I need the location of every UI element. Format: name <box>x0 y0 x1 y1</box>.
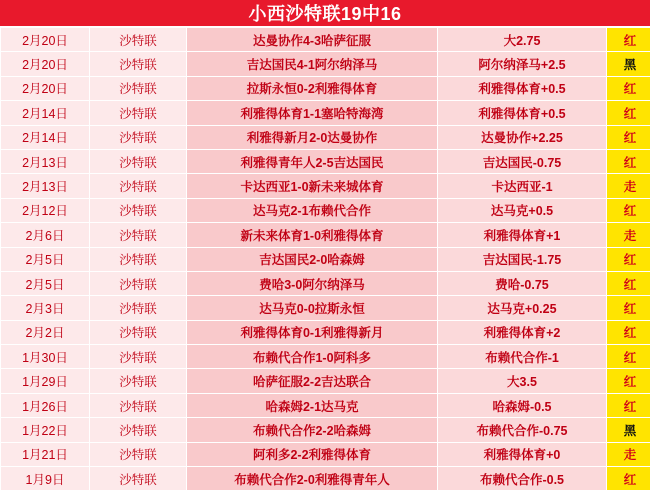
match-table-body <box>1 28 650 491</box>
league-name: 沙特联 <box>90 345 187 369</box>
league-name: 沙特联 <box>90 223 187 247</box>
match-fixture: 布赖代合作2-0利雅得青年人 <box>187 467 438 491</box>
match-fixture: 费哈3-0阿尔纳泽马 <box>187 271 438 295</box>
match-date: 2月12日 <box>1 198 90 222</box>
handicap-line: 哈森姆-0.5 <box>438 393 607 417</box>
match-date: 2月14日 <box>1 101 90 125</box>
league-name: 沙特联 <box>90 247 187 271</box>
league-name: 沙特联 <box>90 418 187 442</box>
handicap-line: 费哈-0.75 <box>438 271 607 295</box>
match-fixture: 吉达国民4-1阿尔纳泽马 <box>187 52 438 76</box>
table-row <box>1 52 650 76</box>
match-date: 2月13日 <box>1 174 90 198</box>
league-name: 沙特联 <box>90 467 187 491</box>
table-row <box>1 393 650 417</box>
result-badge: 红 <box>607 76 650 100</box>
league-name: 沙特联 <box>90 393 187 417</box>
result-badge: 红 <box>607 125 650 149</box>
result-badge: 红 <box>607 28 650 52</box>
handicap-line: 大2.75 <box>438 28 607 52</box>
league-name: 沙特联 <box>90 369 187 393</box>
match-date: 2月14日 <box>1 125 90 149</box>
result-badge: 红 <box>607 247 650 271</box>
table-row <box>1 198 650 222</box>
result-badge: 红 <box>607 320 650 344</box>
table-row <box>1 76 650 100</box>
league-name: 沙特联 <box>90 125 187 149</box>
handicap-line: 利雅得体育+2 <box>438 320 607 344</box>
table-row <box>1 271 650 295</box>
handicap-line: 利雅得体育+1 <box>438 223 607 247</box>
match-fixture: 布赖代合作1-0阿科多 <box>187 345 438 369</box>
result-badge: 黑 <box>607 418 650 442</box>
match-table <box>0 27 650 491</box>
handicap-line: 阿尔纳泽马+2.5 <box>438 52 607 76</box>
match-fixture: 利雅得新月2-0达曼协作 <box>187 125 438 149</box>
table-row <box>1 467 650 491</box>
match-date: 2月3日 <box>1 296 90 320</box>
match-date: 1月30日 <box>1 345 90 369</box>
table-row <box>1 174 650 198</box>
result-badge: 走 <box>607 174 650 198</box>
league-name: 沙特联 <box>90 296 187 320</box>
result-badge: 走 <box>607 223 650 247</box>
result-badge: 红 <box>607 149 650 173</box>
match-date: 1月9日 <box>1 467 90 491</box>
result-badge: 走 <box>607 442 650 466</box>
handicap-line: 布赖代合作-0.75 <box>438 418 607 442</box>
page-title: 小西沙特联19中16 <box>0 0 650 27</box>
league-name: 沙特联 <box>90 442 187 466</box>
league-name: 沙特联 <box>90 76 187 100</box>
league-name: 沙特联 <box>90 271 187 295</box>
match-date: 2月5日 <box>1 247 90 271</box>
table-row <box>1 149 650 173</box>
handicap-line: 达曼协作+2.25 <box>438 125 607 149</box>
league-name: 沙特联 <box>90 52 187 76</box>
match-fixture: 达马克0-0拉斯永恒 <box>187 296 438 320</box>
result-badge: 红 <box>607 369 650 393</box>
result-badge: 红 <box>607 101 650 125</box>
result-badge: 红 <box>607 467 650 491</box>
league-name: 沙特联 <box>90 320 187 344</box>
handicap-line: 吉达国民-0.75 <box>438 149 607 173</box>
handicap-line: 大3.5 <box>438 369 607 393</box>
result-badge: 红 <box>607 345 650 369</box>
handicap-line: 布赖代合作-1 <box>438 345 607 369</box>
match-fixture: 卡达西亚1-0新未来城体育 <box>187 174 438 198</box>
match-fixture: 哈森姆2-1达马克 <box>187 393 438 417</box>
league-name: 沙特联 <box>90 28 187 52</box>
match-fixture: 利雅得青年人2-5吉达国民 <box>187 149 438 173</box>
match-fixture: 吉达国民2-0哈森姆 <box>187 247 438 271</box>
table-row <box>1 296 650 320</box>
match-date: 2月20日 <box>1 76 90 100</box>
handicap-line: 利雅得体育+0.5 <box>438 101 607 125</box>
match-date: 2月13日 <box>1 149 90 173</box>
result-badge: 红 <box>607 393 650 417</box>
match-fixture: 新未来体育1-0利雅得体育 <box>187 223 438 247</box>
match-fixture: 利雅得体育1-1塞哈特海湾 <box>187 101 438 125</box>
match-fixture: 拉斯永恒0-2利雅得体育 <box>187 76 438 100</box>
table-row <box>1 247 650 271</box>
match-date: 1月29日 <box>1 369 90 393</box>
table-row <box>1 125 650 149</box>
league-name: 沙特联 <box>90 149 187 173</box>
match-date: 1月21日 <box>1 442 90 466</box>
match-date: 2月20日 <box>1 52 90 76</box>
result-badge: 黑 <box>607 52 650 76</box>
handicap-line: 达马克+0.25 <box>438 296 607 320</box>
match-date: 1月26日 <box>1 393 90 417</box>
match-date: 2月20日 <box>1 28 90 52</box>
match-date: 2月6日 <box>1 223 90 247</box>
handicap-line: 利雅得体育+0.5 <box>438 76 607 100</box>
table-row <box>1 418 650 442</box>
match-fixture: 哈萨征服2-2吉达联合 <box>187 369 438 393</box>
handicap-line: 布赖代合作-0.5 <box>438 467 607 491</box>
table-row <box>1 345 650 369</box>
match-date: 1月22日 <box>1 418 90 442</box>
table-row <box>1 369 650 393</box>
match-fixture: 利雅得体育0-1利雅得新月 <box>187 320 438 344</box>
league-name: 沙特联 <box>90 198 187 222</box>
table-row <box>1 320 650 344</box>
result-badge: 红 <box>607 296 650 320</box>
handicap-line: 卡达西亚-1 <box>438 174 607 198</box>
handicap-line: 吉达国民-1.75 <box>438 247 607 271</box>
match-fixture: 达曼协作4-3哈萨征服 <box>187 28 438 52</box>
match-fixture: 达马克2-1布赖代合作 <box>187 198 438 222</box>
match-fixture: 布赖代合作2-2哈森姆 <box>187 418 438 442</box>
table-row <box>1 28 650 52</box>
table-row <box>1 223 650 247</box>
result-badge: 红 <box>607 198 650 222</box>
handicap-line: 达马克+0.5 <box>438 198 607 222</box>
table-row <box>1 442 650 466</box>
league-name: 沙特联 <box>90 174 187 198</box>
result-badge: 红 <box>607 271 650 295</box>
handicap-line: 利雅得体育+0 <box>438 442 607 466</box>
match-fixture: 阿利多2-2利雅得体育 <box>187 442 438 466</box>
table-row <box>1 101 650 125</box>
league-name: 沙特联 <box>90 101 187 125</box>
match-date: 2月5日 <box>1 271 90 295</box>
match-date: 2月2日 <box>1 320 90 344</box>
